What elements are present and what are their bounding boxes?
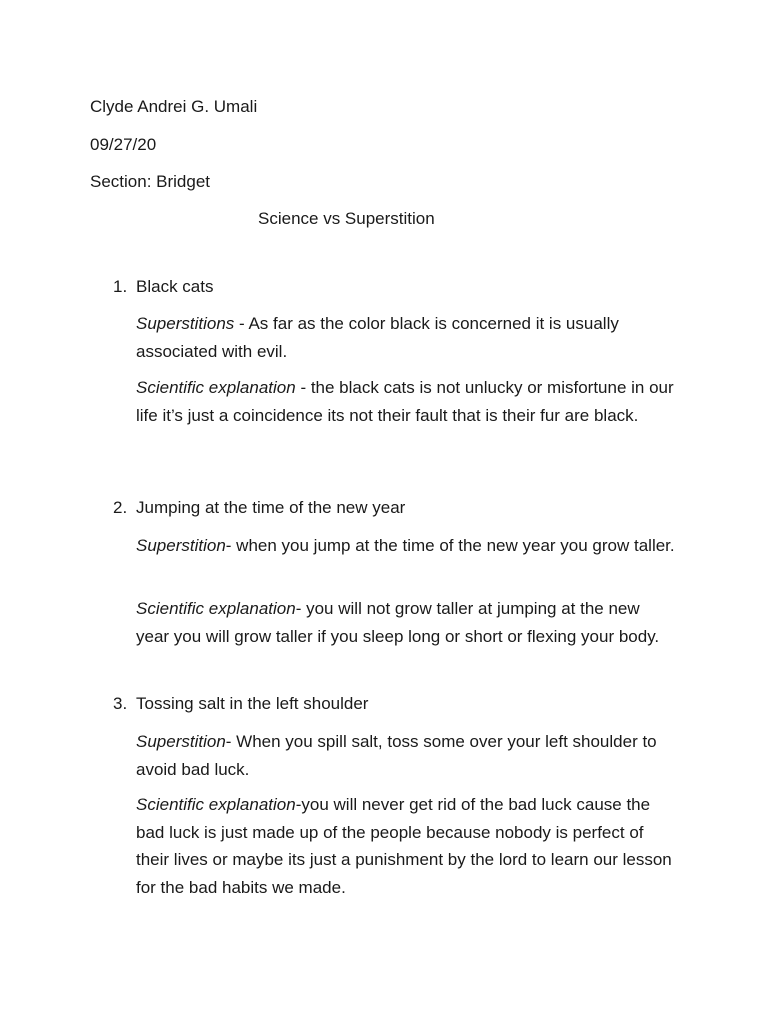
superstition-label: Superstition (136, 732, 226, 751)
science-text: - the black cats is not unlucky or misfortune in our life it’s just a coincidence its not their fault that is their fur are black. (136, 378, 674, 425)
item-heading: Tossing salt in the left shoulder (136, 694, 369, 713)
science-text: - you will not grow taller at jumping at the new year you will grow taller if you sleep long or short or flexing your body. (136, 599, 660, 646)
science-label: Scientific explanation (136, 378, 296, 397)
science-paragraph (136, 595, 676, 650)
superstition-label: Superstition (136, 536, 226, 555)
science-label: Scientific explanation (136, 795, 296, 814)
superstition-text: - When you spill salt, toss some over your left shoulder to avoid bad luck. (136, 732, 657, 779)
science-text: -you will never get rid of the bad luck cause the bad luck is just made up of the people because nobody is perfect of their lives or maybe its just a punishment by the lord to learn our lesson for the bad habits we made. (136, 795, 672, 897)
item-number: 3. (113, 694, 128, 713)
science-label: Scientific explanation (136, 599, 296, 618)
document-title: Science vs Superstition (258, 209, 435, 228)
science-paragraph (136, 374, 676, 429)
superstition-paragraph (136, 728, 676, 783)
superstition-text: - As far as the color black is concerned it is usually associated with evil. (136, 314, 619, 361)
superstition-text: - when you jump at the time of the new year you grow taller. (225, 536, 675, 555)
science-paragraph (136, 791, 676, 901)
superstition-paragraph (136, 310, 676, 365)
document-date: 09/27/20 (90, 135, 157, 154)
section-line: Section: Bridget (90, 172, 211, 191)
superstition-label: Superstitions (136, 314, 235, 333)
superstition-paragraph (136, 532, 676, 560)
item-number: 2. (113, 498, 128, 517)
author-name: Clyde Andrei G. Umali (90, 97, 258, 116)
item-heading: Jumping at the time of the new year (136, 498, 406, 517)
item-number: 1. (113, 277, 128, 296)
item-heading: Black cats (136, 277, 214, 296)
